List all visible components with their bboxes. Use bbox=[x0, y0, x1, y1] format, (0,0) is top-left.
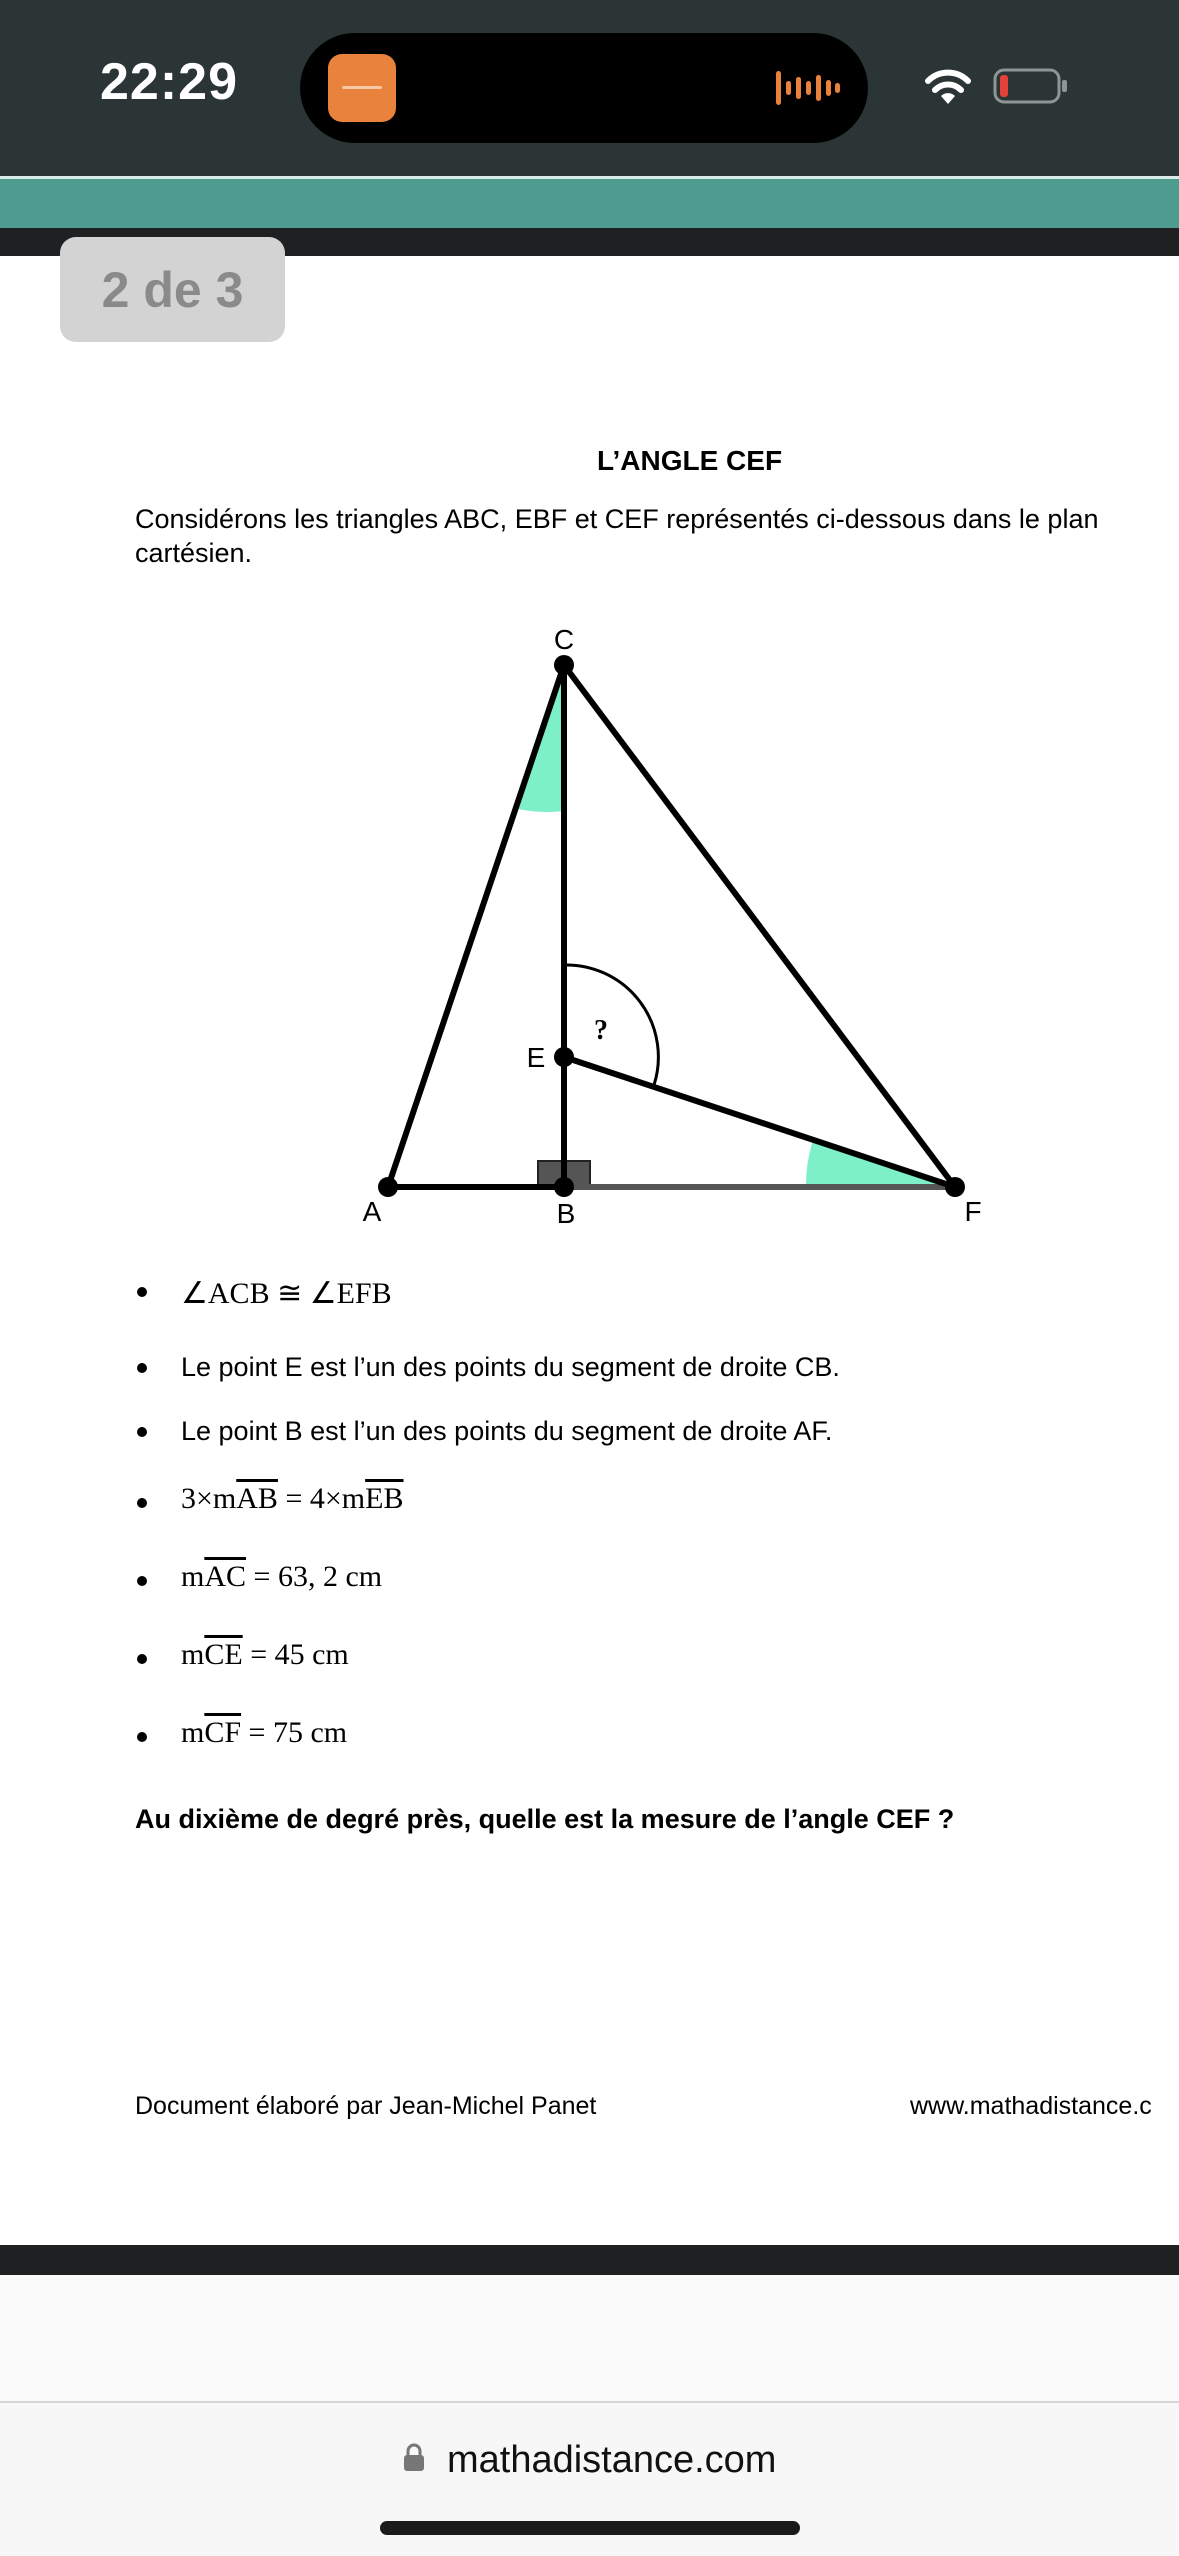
point-c bbox=[554, 655, 574, 675]
segment-cf bbox=[564, 665, 955, 1187]
battery-icon bbox=[993, 68, 1069, 104]
point-f bbox=[945, 1177, 965, 1197]
segment-ac bbox=[388, 665, 564, 1187]
intro-paragraph: Considérons les triangles ABC, EBF et CEF représentés ci-dessous dans le plan cartésien. bbox=[135, 504, 1099, 568]
point-a bbox=[378, 1177, 398, 1197]
label-b: B bbox=[556, 1198, 576, 1229]
footer-author: Document élaboré par Jean-Michel Panet bbox=[135, 2092, 597, 2120]
status-bar bbox=[0, 0, 1179, 176]
home-indicator[interactable] bbox=[380, 2521, 800, 2535]
question-text: Au dixième de degré près, quelle est la mesure de l’angle CEF ? bbox=[135, 1804, 955, 1834]
triangle-figure bbox=[330, 615, 1030, 1235]
page-separator-bottom bbox=[0, 2245, 1179, 2275]
url-text[interactable]: mathadistance.com bbox=[446, 2439, 777, 2481]
toolbar-strip bbox=[0, 176, 1179, 228]
next-page-area bbox=[0, 2275, 1179, 2401]
status-time: 22:29 bbox=[100, 53, 238, 111]
point-e bbox=[554, 1047, 574, 1067]
point-b bbox=[554, 1177, 574, 1197]
footer-website[interactable]: www.mathadistance.c bbox=[910, 2092, 1152, 2120]
segment-ef bbox=[564, 1057, 955, 1187]
page-indicator: 2 de 3 bbox=[60, 237, 285, 342]
lock-icon bbox=[403, 2442, 425, 2472]
page-title: L’ANGLE CEF bbox=[596, 445, 783, 476]
app-icon[interactable] bbox=[328, 54, 396, 122]
label-a: A bbox=[362, 1196, 382, 1227]
label-e: E bbox=[526, 1042, 546, 1073]
angle-question-mark: ? bbox=[594, 1015, 608, 1046]
label-f: F bbox=[964, 1196, 982, 1227]
angle-cef-arc bbox=[564, 965, 658, 1085]
label-c: C bbox=[553, 624, 575, 655]
dynamic-island[interactable] bbox=[300, 33, 868, 143]
wifi-icon bbox=[925, 66, 971, 106]
audio-waveform-icon bbox=[776, 69, 840, 107]
